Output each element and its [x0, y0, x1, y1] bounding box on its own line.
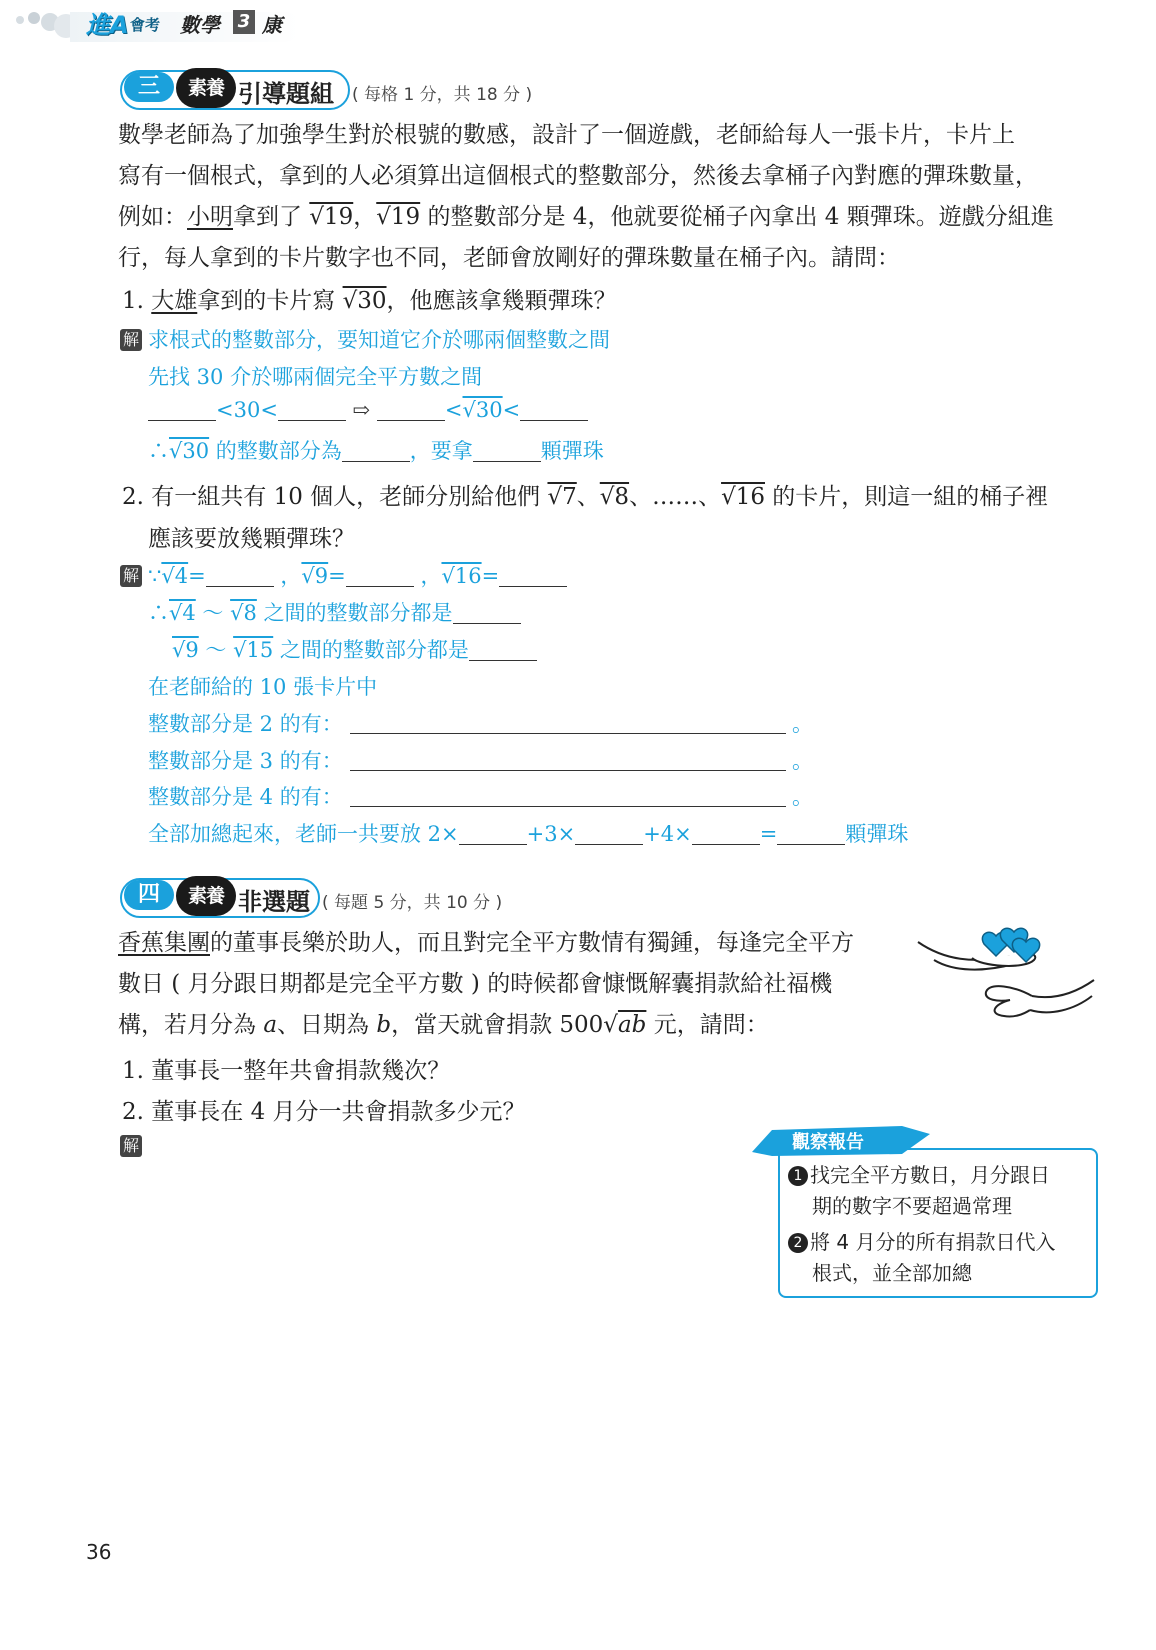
publisher-label: 康 [262, 13, 282, 37]
equals: = [188, 564, 206, 588]
question-1-tail: ，他應該拿幾顆彈珠？ [386, 288, 617, 314]
equals: = [328, 564, 346, 588]
intro-example-label: 例如： [118, 204, 187, 230]
therefore-symbol: ∴ [148, 439, 169, 463]
answer-blank[interactable] [377, 420, 445, 421]
answer-blank[interactable] [777, 844, 845, 845]
answer-blank[interactable] [499, 586, 567, 587]
range2-start: √9 [172, 638, 199, 662]
s4-intro-line-1 [118, 923, 854, 964]
solution-icon: 解 [120, 565, 142, 587]
total-b: +3× [526, 822, 576, 846]
because-symbol: ∵ [148, 564, 162, 588]
section-3-intro [118, 115, 1054, 279]
question-2-line-2: 應該要放幾顆彈珠？ [148, 526, 355, 552]
s4-intro-3c: ，當天就會捐款 500 [391, 1012, 604, 1038]
radical-19-b: √19 [376, 204, 421, 230]
answer-blank[interactable] [148, 420, 216, 421]
observation-item-1-line-2: 期的數字不要超過常理 [812, 1194, 1012, 1218]
observation-item-2-line-2: 根式，並全部加總 [812, 1261, 972, 1285]
answer-blank[interactable] [346, 586, 414, 587]
observation-item-1-line-1 [788, 1160, 1050, 1191]
radical-7: √7 [547, 484, 577, 510]
implies-arrow: ⇨ [352, 398, 371, 422]
question-2-text-2: 的卡片，則這一組的桶子裡 [765, 484, 1049, 510]
q1-lt-2: < [502, 398, 521, 422]
int2-answer-line[interactable] [350, 733, 786, 734]
range1-end: √8 [230, 601, 257, 625]
range1-start: √4 [169, 601, 196, 625]
answer-blank[interactable] [278, 420, 346, 421]
question-1-text: 拿到的卡片寫 [197, 288, 343, 314]
intro-line-1: 數學老師為了加強學生對於根號的數感，設計了一個遊戲，老師給每人一張卡片，卡片上 [118, 122, 1015, 148]
section-4-title: 非選題 [238, 888, 310, 916]
intro-line-2: 寫有一個根式，拿到的人必須算出這個根式的整數部分，然後去拿桶子內對應的彈珠數量， [118, 163, 1038, 189]
brand-logo: 進A [86, 11, 129, 39]
number-circle: 1 [788, 1166, 808, 1186]
s4-q1-text: 董事長一整年共會捐款幾次？ [151, 1058, 451, 1084]
ellipsis: 、……、 [629, 484, 722, 510]
observation-item-1 [788, 1160, 1050, 1222]
q1-solution-hint: 求根式的整數部分，要知道它介於哪兩個整數之間 [148, 328, 610, 352]
observation-item-1-text: 找完全平方數日，月分跟日 [810, 1163, 1050, 1187]
intro-comma: ， [353, 204, 377, 230]
s-radical-9: √9 [301, 564, 329, 588]
section-4-number: 四 [124, 880, 174, 910]
number-circle: 2 [788, 1233, 808, 1253]
observation-item-2-line-1 [788, 1227, 1055, 1258]
question-1-number: 1. [122, 288, 144, 314]
section-3-header [120, 68, 580, 108]
s4-q1-number: 1. [122, 1058, 144, 1084]
s4-intro-3b: 、日期為 [277, 1012, 377, 1038]
q2-total-line [148, 818, 908, 848]
question-1-radical: √30 [342, 288, 387, 314]
section-4-intro [118, 923, 854, 1046]
q2-int3-label: 整數部分是 3 的有： [148, 749, 343, 773]
total-a: 全部加總起來，老師一共要放 2× [148, 822, 459, 846]
intro-text: 拿到了 [233, 204, 310, 230]
q1-solution-line-2: 先找 30 介於哪兩個完全平方數之間 [148, 365, 483, 389]
section-3-number: 三 [124, 72, 174, 102]
radical-19: √19 [309, 204, 354, 230]
separator: 、 [576, 484, 600, 510]
answer-blank[interactable] [473, 461, 541, 462]
comma: ， [420, 564, 442, 588]
solution-icon: 解 [120, 1135, 142, 1157]
period: 。 [792, 749, 813, 773]
range2-end: √15 [233, 638, 274, 662]
section-3-score: ( 每格 1 分，共 18 分 ) [352, 85, 533, 105]
radical-ab: ab [617, 1012, 647, 1038]
subject-label: 數學 [180, 13, 220, 37]
q2-cards-line: 在老師給的 10 張卡片中 [148, 675, 378, 699]
answer-blank[interactable] [575, 844, 643, 845]
intro-line-3 [118, 197, 1054, 238]
s4-question-1 [122, 1052, 450, 1085]
answer-blank[interactable] [206, 586, 274, 587]
observation-title: 觀察報告 [792, 1132, 864, 1153]
answer-blank[interactable] [459, 844, 527, 845]
section-4-score: ( 每題 5 分，共 10 分 ) [322, 893, 503, 913]
answer-blank[interactable] [342, 461, 410, 462]
q1-solution-line-3 [148, 398, 588, 422]
section-4-badge: 素養 [176, 876, 236, 916]
intro-text-2: 的整數部分是 4，他就要從桶子內拿出 4 顆彈珠。遊戲分組進 [420, 204, 1054, 230]
grade-badge: 3 [233, 10, 255, 34]
radical-8: √8 [599, 484, 630, 510]
q1-solution-line-4 [148, 435, 604, 465]
answer-blank[interactable] [520, 420, 588, 421]
question-1-person: 大雄 [151, 288, 198, 314]
period: 。 [792, 785, 813, 809]
observation-item-2-text: 將 4 月分的所有捐款日代入 [810, 1230, 1056, 1254]
s4-intro-3a: 構，若月分為 [118, 1012, 264, 1038]
total-c: +4× [643, 822, 692, 846]
section-4-header [120, 876, 580, 916]
hands-hearts-illustration [914, 920, 1098, 1026]
page-number: 36 [86, 1540, 112, 1564]
q1-take: ，要拿 [409, 439, 473, 463]
radical-16: √16 [721, 484, 765, 510]
question-2 [122, 478, 1048, 511]
s4-q2-text: 董事長在 4 月分一共會捐款多少元？ [151, 1099, 526, 1125]
company-name: 香蕉集團 [118, 930, 210, 956]
q1-radical-30-b: √30 [169, 439, 210, 463]
question-2-number: 2. [122, 484, 144, 510]
s4-intro-line-2: 數日 ( 月分跟日期都是完全平方數 ) 的時候都會慷慨解囊捐款給社福機 [118, 971, 833, 997]
q1-solution-line-1 [120, 324, 610, 354]
s4-intro-1: 的董事長樂於助人，而且對完全平方數情有獨鍾，每逢完全平方 [210, 930, 854, 956]
s4-question-2 [122, 1093, 526, 1126]
int3-answer-line[interactable] [350, 770, 786, 771]
s-radical-4: √4 [161, 564, 189, 588]
q2-int2-label: 整數部分是 2 的有： [148, 712, 343, 736]
intro-line-4: 行，每人拿到的卡片數字也不同，老師會放剛好的彈珠數量在桶子內。請問： [118, 245, 900, 271]
observation-item-2 [788, 1227, 1055, 1289]
range1-text: 之間的整數部分都是 [256, 601, 453, 625]
equals: = [481, 564, 500, 588]
q1-ineq-1: <30< [216, 398, 278, 422]
comma: ， [280, 564, 302, 588]
s4-intro-line-3: 構，若月分為 a、日期為 b，當天就會捐款 500√ab 元，請問： [118, 1012, 769, 1038]
s4-solution [120, 1135, 148, 1157]
variable-a: a [263, 1012, 278, 1038]
q2-solution-line-3 [172, 634, 537, 664]
variable-b: b [376, 1012, 392, 1038]
answer-blank[interactable] [692, 844, 760, 845]
range2-text: 之間的整數部分都是 [273, 638, 469, 662]
q1-radical-30: √30 [462, 398, 503, 422]
total-d: = [759, 822, 778, 846]
q1-int-part: 的整數部分為 [209, 439, 342, 463]
q2-solution-line-2 [148, 597, 521, 627]
q1-lt-1: < [444, 398, 463, 422]
answer-blank[interactable] [469, 660, 537, 661]
int4-answer-line[interactable] [350, 806, 786, 807]
person-name: 小明 [187, 204, 233, 230]
tilde: ～ [198, 638, 234, 662]
question-1 [122, 282, 617, 315]
solution-icon: 解 [120, 329, 142, 351]
s4-q2-number: 2. [122, 1099, 144, 1125]
section-3-title: 引導題組 [238, 80, 334, 108]
answer-blank[interactable] [453, 623, 521, 624]
total-e: 顆彈珠 [845, 822, 909, 846]
s-radical-16: √16 [441, 564, 482, 588]
therefore-symbol: ∴ [148, 601, 169, 625]
q1-marbles: 顆彈珠 [540, 439, 604, 463]
period: 。 [792, 712, 813, 736]
tilde: ～ [195, 601, 231, 625]
q2-int4-label: 整數部分是 4 的有： [148, 785, 343, 809]
question-2-text-1: 有一組共有 10 個人，老師分別給他們 [151, 484, 548, 510]
s4-intro-3d: 元，請問： [646, 1012, 769, 1038]
section-3-badge: 素養 [176, 68, 236, 108]
brand-subtitle: 會考 [130, 16, 161, 34]
q2-solution-line-1 [120, 560, 567, 590]
